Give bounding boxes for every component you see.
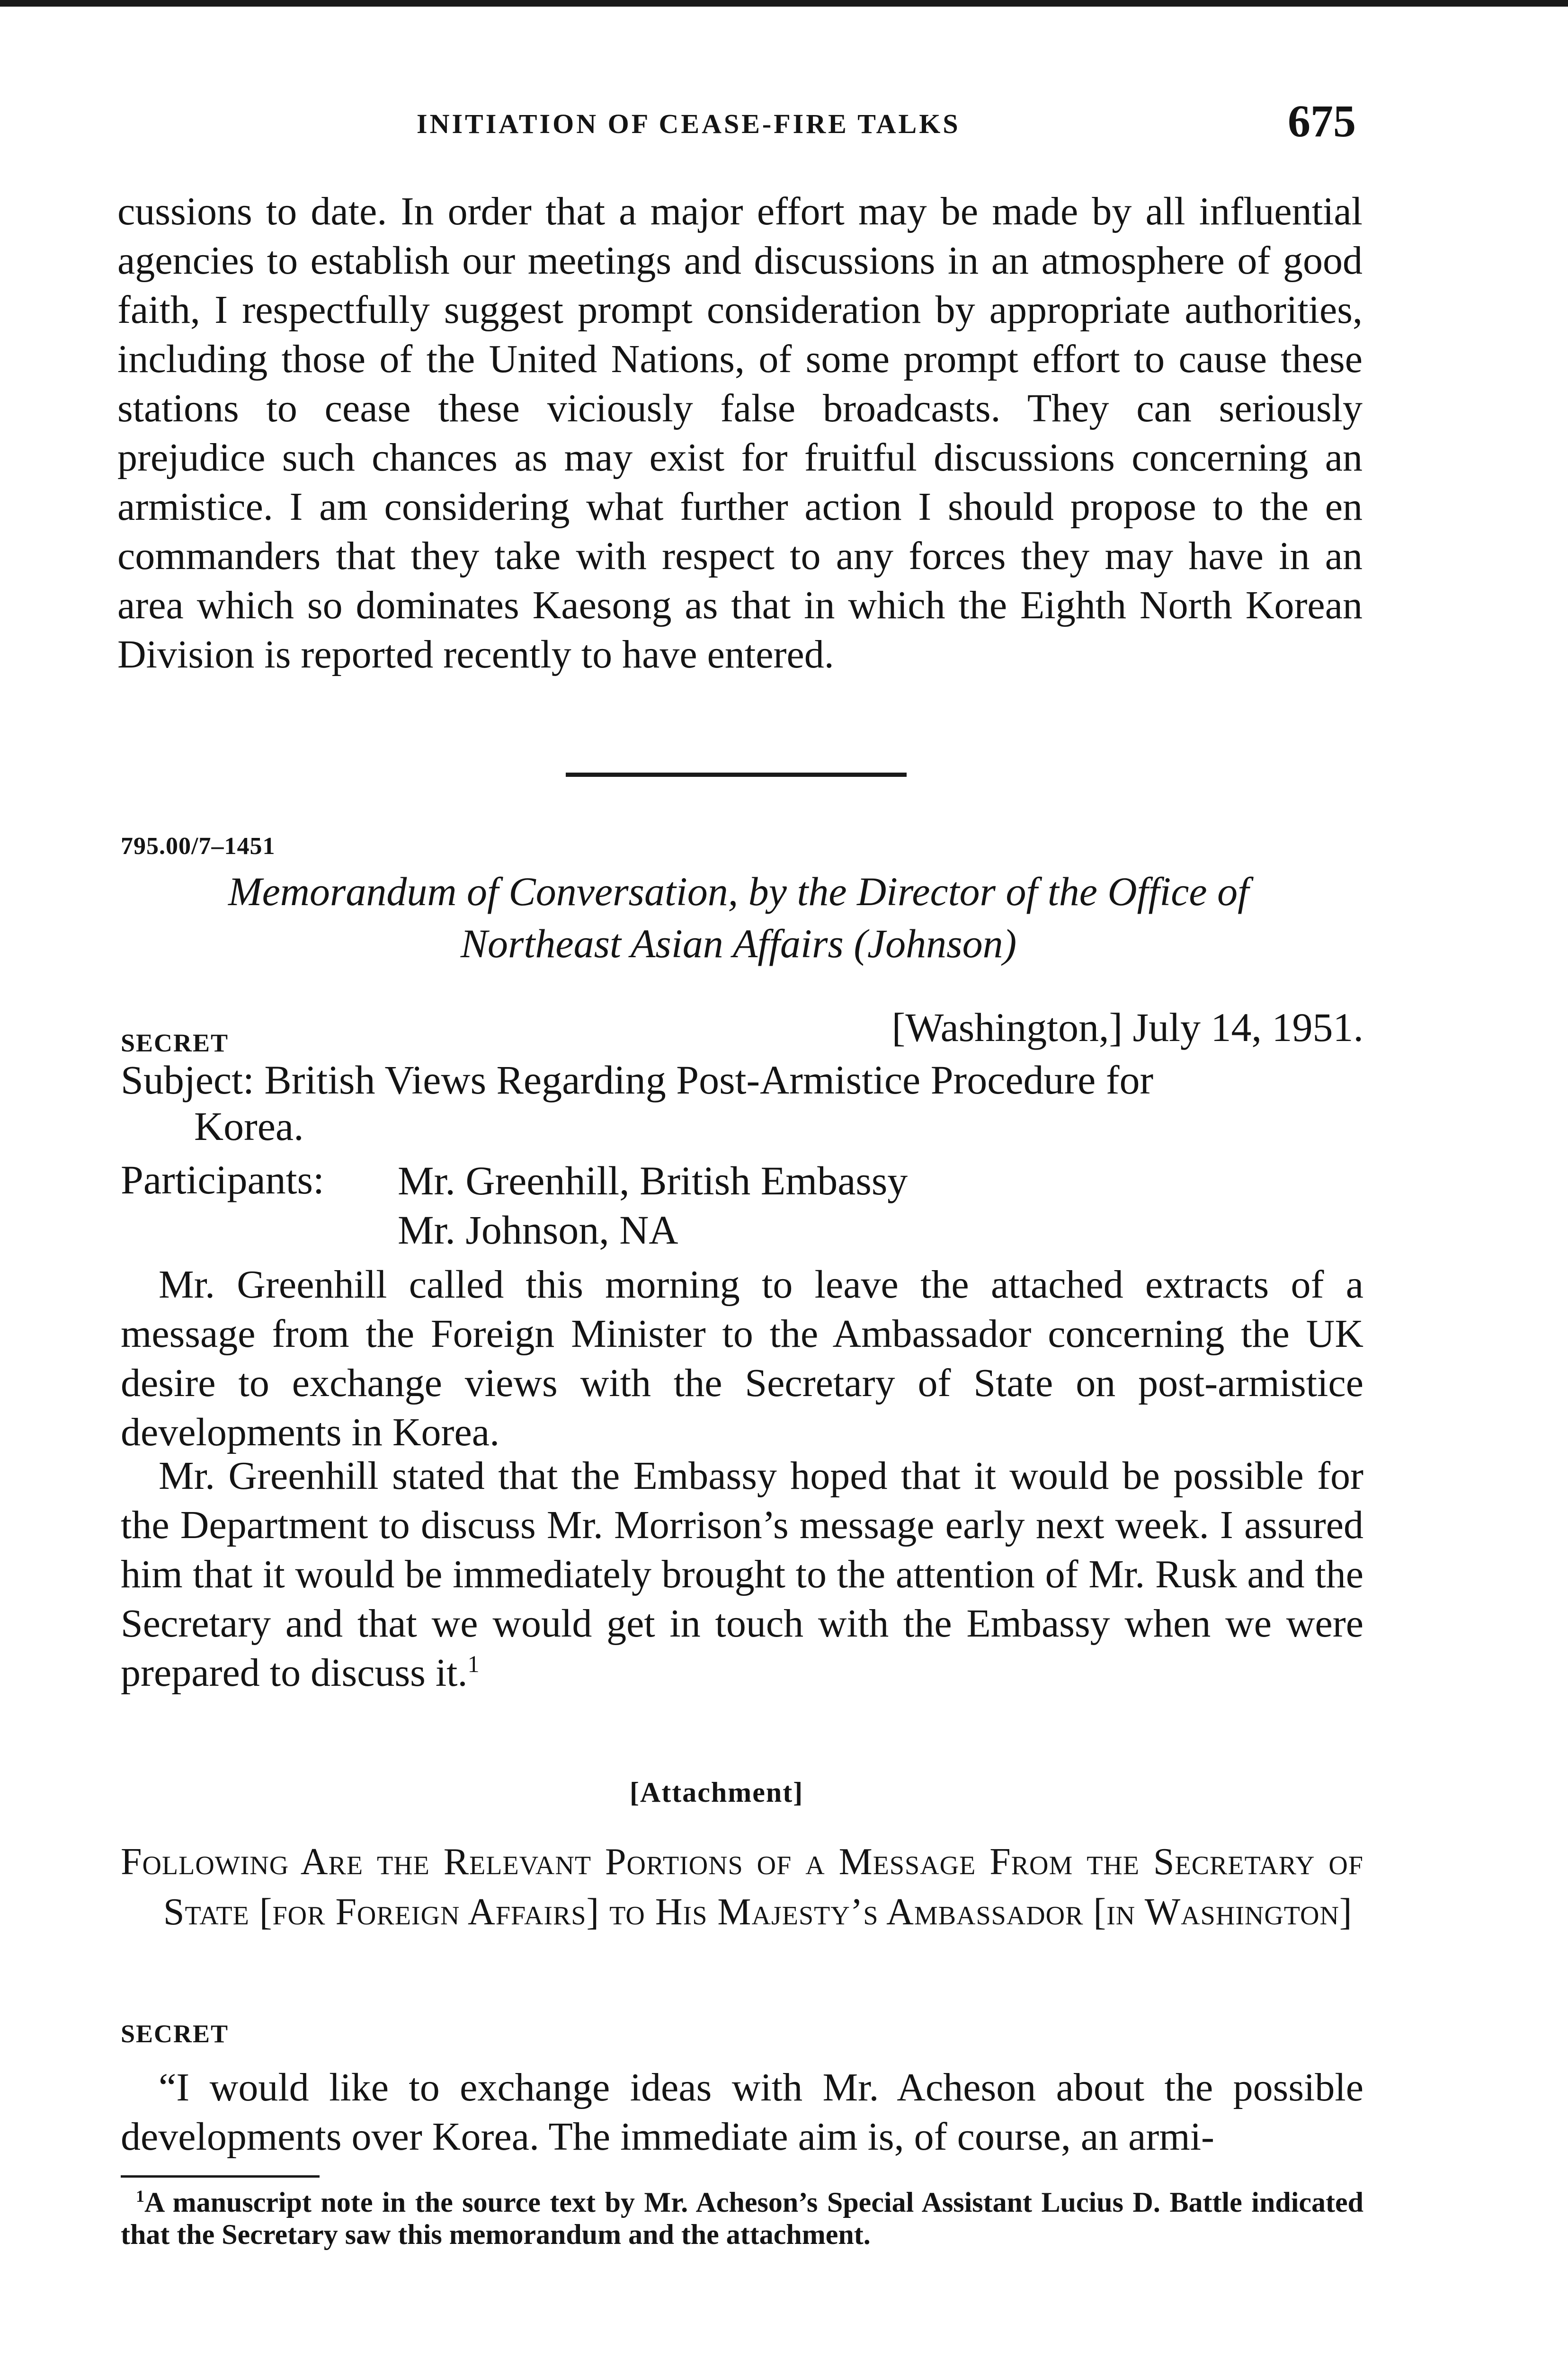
attachment-title: Following Are the Relevant Portions of a Message From the Secretary of State [for Foreign Affairs] to His Majesty’s Ambassador [in Washington] [121, 1841, 1363, 1933]
page-number: 675 [1288, 96, 1356, 146]
attachment-paragraph: “I would like to exchange ideas with Mr. Acheson about the possible developments over Korea. The immediate aim is, of course, an armi- [121, 2065, 1363, 2159]
footnote [121, 2186, 1363, 2251]
footnote-text: A manuscript note in the source text by Mr. Acheson’s Special Assistant Lucius D. Battle indicated that the Secretary saw this memorandum and the attachment. [121, 2187, 1363, 2250]
subject-line [121, 1057, 1363, 1149]
footnote-reference: 1 [467, 1651, 480, 1677]
subject-label: Subject: [121, 1057, 254, 1103]
memo-paragraph-2-text: Mr. Greenhill stated that the Embassy hoped that it would be possible for the Department to discuss Mr. Morrison’s message early next week. I assured him that it would be immediately brought to the attention of Mr. Rusk and the Secretary and that we would get in touch with the Embassy when we were prepared to discuss it. [121, 1454, 1363, 1695]
attachment-heading: [Attachment] [630, 1777, 804, 1808]
participant-item: Mr. Greenhill, British Embassy [398, 1158, 908, 1203]
footnote-divider [121, 2175, 320, 2178]
participants-list [398, 1156, 908, 1255]
participants-label: Participants: [121, 1157, 324, 1202]
continued-paragraph: cussions to date. In order that a major effort may be made by all influential agencies to establish our meetings and discussions in an atmosphere of good faith, I respectfully suggest prompt consideration by appropriate authorities, including those of the United Nations, of some prompt effort to cause these stations to cease these viciously false broadcasts. They can seriously prejudice such chances as may exist for fruitful discussions concerning an armistice. I am considering what further action I should propose to the en commanders that they take with respect to any forces they may have in an area which so dominates Kaesong as that in which the Eighth North Korean Division is reported recently to have entered. [117, 189, 1363, 676]
classification-label: SECRET [121, 1029, 229, 1057]
attachment-classification: SECRET [121, 2020, 229, 2048]
memo-title-line-2: Northeast Asian Affairs (Johnson) [460, 921, 1017, 966]
memo-paragraph-1: Mr. Greenhill called this morning to leave the attached extracts of a message from the Foreign Minister to the Ambassador concerning the UK desire to exchange views with the Secretary of State on post-armistice developments in Korea. [121, 1263, 1363, 1454]
section-divider [566, 773, 907, 777]
participant-item: Mr. Johnson, NA [398, 1207, 678, 1253]
footnote-marker: 1 [136, 2187, 144, 2206]
subject-text: British Views Regarding Post-Armistice Procedure for [264, 1057, 1154, 1103]
subject-continuation: Korea. [194, 1103, 304, 1149]
memo-title-line-1: Memorandum of Conversation, by the Director of the Office of [228, 869, 1249, 914]
dateline: [Washington,] July 14, 1951. [891, 1005, 1363, 1050]
file-number: 795.00/7–1451 [121, 833, 276, 860]
memo-paragraph-2 [121, 1451, 1363, 1698]
running-header: INITIATION OF CEASE-FIRE TALKS [417, 108, 961, 139]
memo-title [114, 865, 1363, 970]
